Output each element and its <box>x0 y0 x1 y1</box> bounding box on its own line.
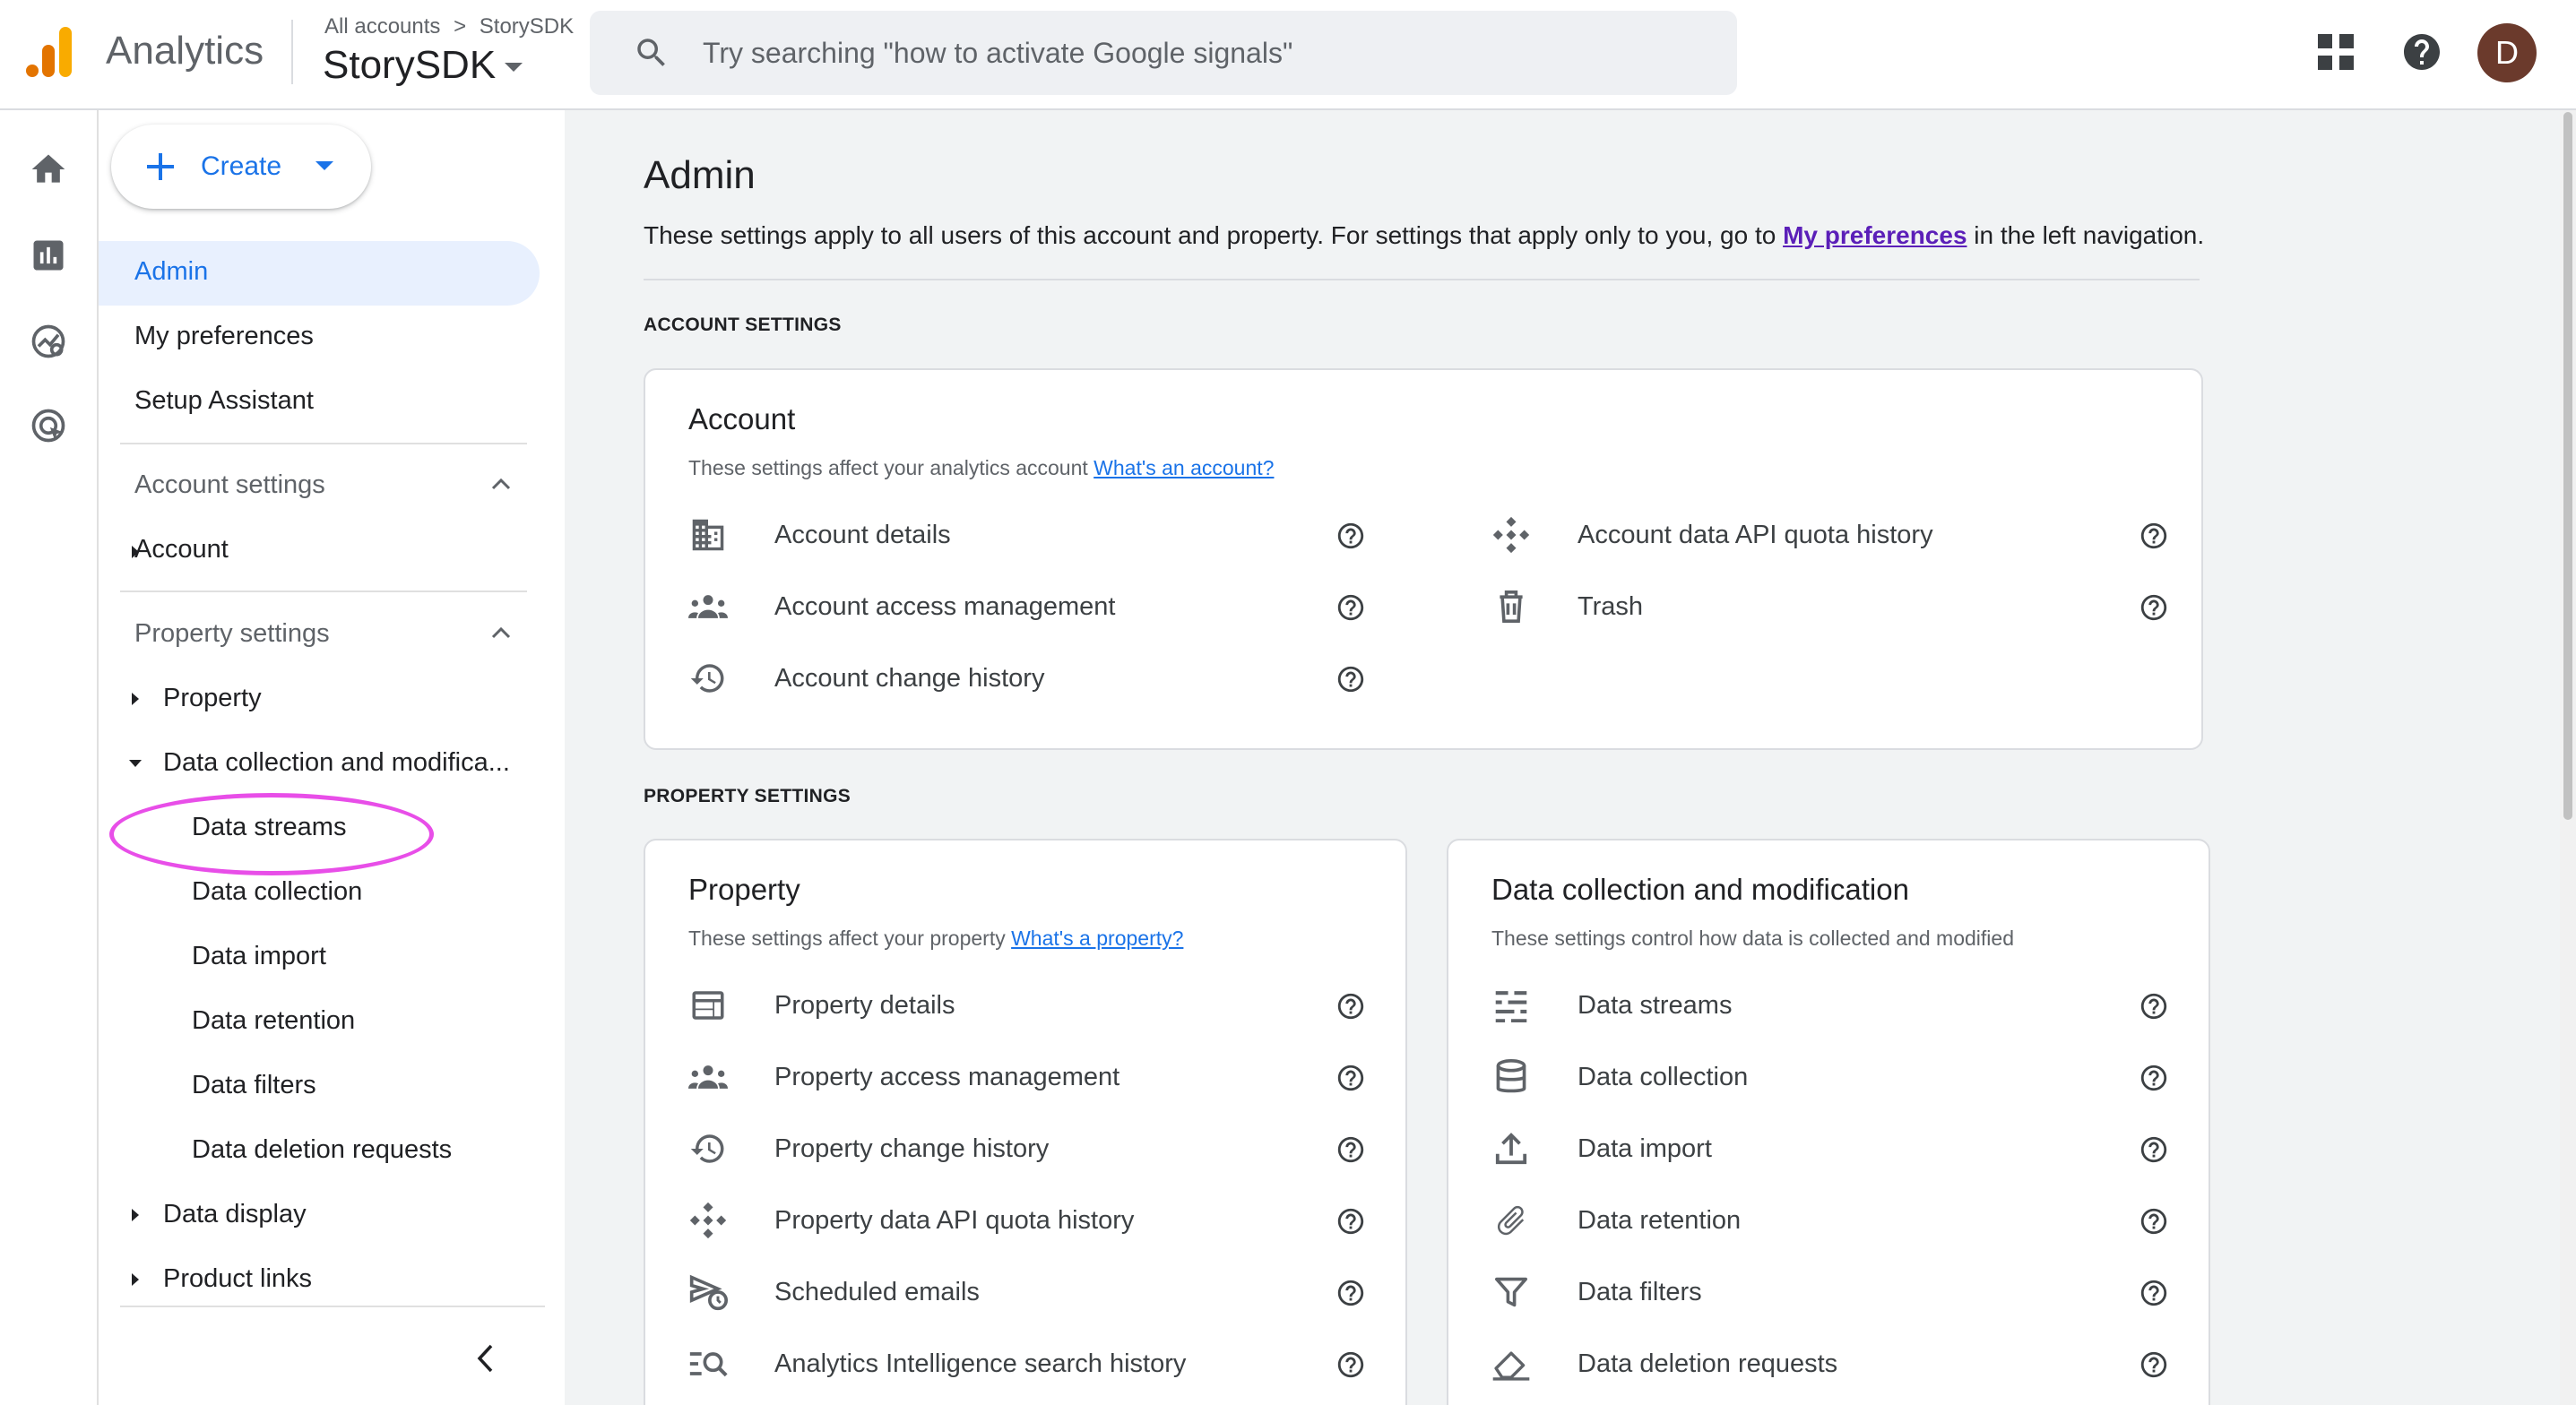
breadcrumb-property[interactable]: StorySDK <box>479 14 575 39</box>
help-outline-icon[interactable] <box>1336 1206 1366 1237</box>
help-outline-icon[interactable] <box>1336 991 1366 1021</box>
highlight-annotation <box>109 793 434 875</box>
breadcrumb[interactable] <box>324 14 574 39</box>
nav-my-preferences[interactable]: My preferences <box>134 322 314 350</box>
data-collection-row[interactable]: Data collection <box>1491 1050 2173 1104</box>
data-streams-row[interactable]: Data streams <box>1491 978 2173 1032</box>
nav-account-label: Account <box>134 535 229 564</box>
caret-right-icon <box>131 1209 140 1221</box>
data-import-row[interactable]: Data import <box>1491 1122 2173 1176</box>
help-outline-icon[interactable] <box>1336 1349 1366 1380</box>
help-outline-icon[interactable] <box>2139 521 2169 551</box>
nav-setup-assistant[interactable]: Setup Assistant <box>134 386 314 415</box>
main-content <box>565 110 2560 1405</box>
search-input[interactable] <box>703 11 1707 95</box>
nav-account[interactable] <box>134 535 257 565</box>
data-retention-row[interactable]: Data retention <box>1491 1194 2173 1247</box>
property-card-title: Property <box>688 873 800 906</box>
plus-icon <box>145 151 176 182</box>
people-icon <box>688 592 728 621</box>
account-change-history-row[interactable]: Account change history <box>688 651 1370 705</box>
attachment-icon <box>1493 1202 1529 1238</box>
nav-admin-label: Admin <box>134 257 209 286</box>
header-divider <box>291 20 293 84</box>
building-icon <box>689 518 727 552</box>
create-button[interactable] <box>111 125 371 209</box>
app-title: Analytics <box>106 29 264 73</box>
chevron-left-icon[interactable] <box>475 1343 495 1374</box>
account-api-quota-row[interactable]: Account data API quota history <box>1491 508 2173 562</box>
page-title: Admin <box>644 153 756 197</box>
avatar[interactable]: D <box>2477 23 2537 82</box>
nav-admin[interactable] <box>99 241 540 306</box>
property-access-management-row[interactable]: Property access management <box>688 1050 1370 1104</box>
scheduled-emails-row[interactable]: Scheduled emails <box>688 1265 1370 1319</box>
scrollbar[interactable] <box>2560 110 2576 1405</box>
breadcrumb-all-accounts[interactable]: All accounts <box>324 14 441 39</box>
caret-right-icon <box>131 693 140 705</box>
caret-down-icon <box>316 161 333 172</box>
help-outline-icon[interactable] <box>1336 1278 1366 1308</box>
eraser-icon <box>1491 1346 1531 1382</box>
help-outline-icon[interactable] <box>2139 592 2169 623</box>
search-bar[interactable] <box>590 11 1737 95</box>
property-name: StorySDK <box>323 43 497 87</box>
trash-icon <box>1495 589 1527 625</box>
data-collection-card <box>1447 839 2210 1405</box>
left-rail <box>0 110 99 1405</box>
chevron-up-icon[interactable] <box>491 626 511 639</box>
nav-data-import[interactable]: Data import <box>192 942 326 970</box>
api-icon <box>1491 515 1531 555</box>
help-outline-icon[interactable] <box>1336 1134 1366 1165</box>
advertising-icon[interactable] <box>29 406 68 445</box>
help-outline-icon[interactable] <box>1336 592 1366 623</box>
nav-product-links-label: Product links <box>163 1264 313 1293</box>
my-preferences-link[interactable]: My preferences <box>1783 221 1967 249</box>
whats-a-property-link[interactable]: What's a property? <box>1011 927 1184 950</box>
database-icon <box>1494 1059 1528 1095</box>
apps-grid-icon[interactable] <box>2316 32 2356 72</box>
account-settings-heading: ACCOUNT SETTINGS <box>644 315 842 335</box>
reports-icon[interactable] <box>29 236 68 275</box>
account-card-subtitle: These settings affect your analytics account What's an account? <box>688 456 1275 479</box>
nav-property-label: Property <box>163 684 262 712</box>
manage-search-icon <box>688 1349 728 1379</box>
search-icon <box>633 34 670 72</box>
history-icon <box>689 1130 727 1168</box>
nav-data-collection-label: Data collection and modifica... <box>163 748 510 777</box>
nav-data-collection[interactable]: Data collection <box>192 877 363 906</box>
api-icon <box>688 1201 728 1240</box>
nav-account-settings[interactable]: Account settings <box>134 470 325 499</box>
web-icon <box>689 989 727 1021</box>
chevron-up-icon[interactable] <box>491 478 511 490</box>
help-outline-icon[interactable] <box>2139 1278 2169 1308</box>
scrollbar-thumb[interactable] <box>2563 112 2572 820</box>
account-access-management-row[interactable]: Account access management <box>688 580 1370 634</box>
nav-data-streams[interactable]: Data streams <box>192 813 347 841</box>
property-details-row[interactable]: Property details <box>688 978 1370 1032</box>
whats-an-account-link[interactable]: What's an account? <box>1094 456 1275 479</box>
account-card-title: Account <box>688 402 796 435</box>
nav-data-deletion-requests[interactable]: Data deletion requests <box>192 1135 453 1164</box>
property-settings-heading: PROPERTY SETTINGS <box>644 786 851 806</box>
account-details-row[interactable]: Account details <box>688 508 1370 562</box>
caret-down-icon <box>129 759 142 768</box>
property-change-history-row[interactable]: Property change history <box>688 1122 1370 1176</box>
nav-divider <box>120 590 527 592</box>
trash-row[interactable]: Trash <box>1491 580 2173 634</box>
caret-right-icon <box>131 1273 140 1286</box>
breadcrumb-separator: > <box>454 14 467 39</box>
people-icon <box>688 1063 728 1091</box>
help-outline-icon[interactable] <box>2139 1206 2169 1237</box>
property-picker[interactable] <box>323 43 523 88</box>
data-collection-card-subtitle: These settings control how data is collected and modified <box>1491 927 2014 950</box>
help-outline-icon[interactable] <box>2139 991 2169 1021</box>
nav-divider <box>120 1306 545 1307</box>
data-deletion-requests-row[interactable]: Data deletion requests <box>1491 1337 2173 1391</box>
intro-text: These settings apply to all users of this account and property. For settings that apply only to you, go to My preferences in the left navigation. <box>644 221 2205 249</box>
data-collection-card-title: Data collection and modification <box>1491 873 1909 906</box>
nav-divider <box>120 443 527 444</box>
help-outline-icon[interactable] <box>1336 521 1366 551</box>
property-card <box>644 839 1407 1405</box>
history-icon <box>689 659 727 697</box>
property-api-quota-row[interactable]: Property data API quota history <box>688 1194 1370 1247</box>
nav-property-settings[interactable]: Property settings <box>134 619 330 648</box>
help-icon[interactable] <box>2400 30 2443 73</box>
help-outline-icon[interactable] <box>2139 1134 2169 1165</box>
analytics-logo-icon[interactable] <box>25 25 75 79</box>
help-outline-icon[interactable] <box>2139 1063 2169 1093</box>
caret-down-icon <box>505 63 523 73</box>
help-outline-icon[interactable] <box>2139 1349 2169 1380</box>
help-outline-icon[interactable] <box>1336 664 1366 694</box>
nav-data-display-label: Data display <box>163 1200 307 1228</box>
top-bar <box>0 0 2576 110</box>
filter-icon <box>1495 1276 1527 1308</box>
upload-icon <box>1494 1132 1528 1166</box>
home-icon[interactable] <box>29 150 68 189</box>
scheduled-send-icon <box>688 1273 728 1311</box>
intelligence-search-history-row[interactable]: Analytics Intelligence search history <box>688 1337 1370 1391</box>
divider <box>644 279 2200 280</box>
data-filters-row[interactable]: Data filters <box>1491 1265 2173 1319</box>
data-streams-icon <box>1492 988 1530 1022</box>
nav-data-filters[interactable]: Data filters <box>192 1071 316 1099</box>
side-nav <box>99 110 565 1405</box>
nav-data-retention[interactable]: Data retention <box>192 1006 356 1035</box>
explore-icon[interactable] <box>29 322 68 361</box>
account-card <box>644 368 2203 750</box>
property-card-subtitle: These settings affect your property What's a property? <box>688 927 1184 950</box>
create-label: Create <box>201 151 282 181</box>
help-outline-icon[interactable] <box>1336 1063 1366 1093</box>
